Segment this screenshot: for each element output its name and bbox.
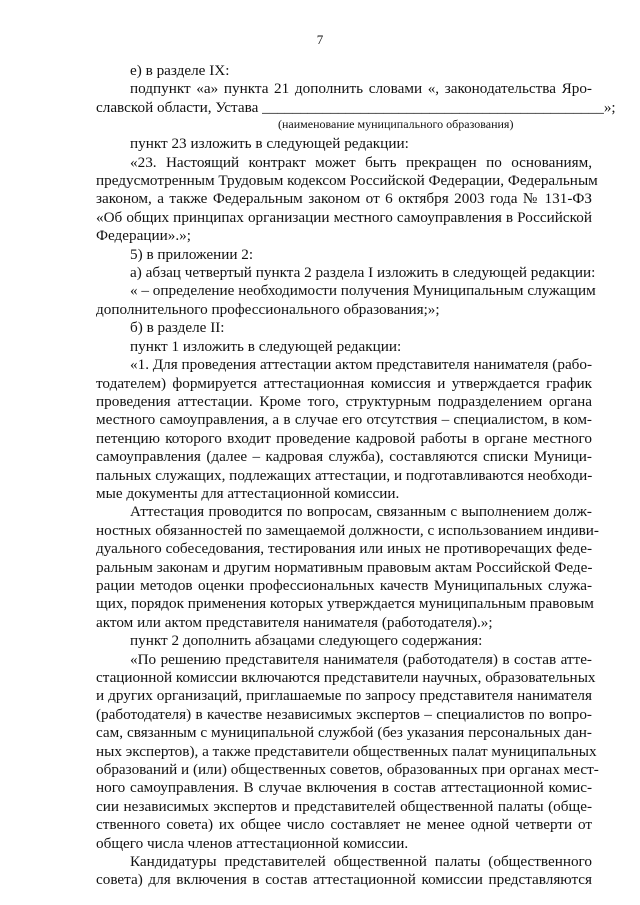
text-line: мые документы для аттестационной комиссии.	[96, 484, 400, 502]
p-item-23-intro	[96, 135, 592, 153]
text-line: ного самоуправления. В случае включения в состав аттестационной комис-	[96, 779, 592, 797]
text-line: петенцию которого входит проведение кадровой работы в органе местного	[96, 429, 592, 447]
text-line: рации методов оценки профессиональных качеств Муниципальных служа-	[96, 576, 592, 594]
text-line: Кандидатуры представителей общественной палаты (общественного	[130, 853, 592, 871]
text-line: и других организаций, приглашаемые по запросу представителя нанимателя	[96, 687, 592, 705]
text-line: ственного совета) их общее число составляет не менее одной четверти от	[96, 816, 592, 834]
text-line: пункт 2 дополнить абзацами следующего содержания:	[130, 632, 483, 650]
p-item-23-text	[96, 153, 598, 246]
text-line: «23. Настоящий контракт может быть прекращен по основаниям,	[130, 153, 592, 171]
p-item-1-intro	[96, 338, 592, 356]
text-line: «1. Для проведения аттестации актом представителя нанимателя (рабо-	[130, 356, 593, 374]
document-body	[96, 62, 616, 890]
text-line: сам, связанным с муниципальной службой (без указания персональных дан-	[96, 724, 592, 742]
text-line: дополнительного профессионального образования;»;	[96, 300, 440, 318]
text-line: ных экспертов), а также представители общественных палат муниципальных	[96, 742, 597, 760]
text-line: пункт 23 изложить в следующей редакции:	[130, 135, 409, 153]
p-attestation	[96, 503, 599, 632]
text-line: «По решению представителя нанимателя (работодателя) в состав атте-	[130, 650, 592, 668]
p-appendix-2	[96, 246, 592, 264]
p-note	[96, 117, 592, 131]
text-line: б) в разделе II:	[130, 319, 225, 337]
p-item-1-text	[96, 356, 592, 503]
text-line: «Об общих принципах организации местного самоуправления в Российской	[96, 208, 592, 226]
text-line: Аттестация проводится по вопросам, связанным с выполнением долж-	[130, 503, 592, 521]
text-line: совета) для включения в состав аттестационной комиссии представляются	[96, 871, 592, 889]
text-line: общего числа членов аттестационной комиссии.	[96, 834, 409, 852]
p-a-fourth	[96, 264, 596, 282]
text-line: предусмотренным Трудовым кодексом Российской Федерации, Федеральным	[96, 172, 598, 190]
p-item-2-intro	[96, 632, 592, 650]
text-line: пункт 1 изложить в следующей редакции:	[130, 337, 402, 355]
p-e-section-ix	[96, 62, 592, 80]
text-line: е) в разделе IX:	[130, 62, 230, 79]
text-line: ральным законам и другим нормативным правовым актам Российской Феде-	[96, 558, 593, 576]
p-b-section-ii	[96, 319, 592, 337]
text-line: самоуправления (далее – кадровая служба), составляются списки Муници-	[96, 448, 592, 466]
text-line: проведения аттестации. Кроме того, структурным подразделением органа	[96, 392, 592, 410]
text-line: тодателем) формируется аттестационная комиссия и утверждается график	[96, 374, 592, 392]
text-line: (наименование муниципального образования)	[278, 117, 514, 132]
text-line: щих, порядок применения которых утверждается муниципальным правовым	[96, 595, 594, 613]
text-line: сии независимых экспертов и представителей общественной палаты (обще-	[96, 797, 592, 815]
text-line: подпункт «а» пункта 21 дополнить словами «, законодательства Яро-	[130, 80, 592, 98]
text-line: актом или актом представителя нанимателя (работодателя).»;	[96, 613, 493, 631]
text-line: (работодателя) в качестве независимых экспертов – специалистов по вопро-	[96, 705, 592, 723]
text-line: законом, а также Федеральным законом от 6 октября 2003 года № 131-ФЗ	[96, 190, 592, 208]
text-line: дуального собеседования, тестирования или иных не противоречащих феде-	[96, 540, 592, 558]
text-line: « – определение необходимости получения Муниципальным служащим	[130, 282, 596, 300]
text-line: славской области, Устава _____________________________________________»;	[96, 98, 616, 116]
text-line: местного самоуправления, а в случае его отсутствия – специалистом, в ком-	[96, 411, 592, 429]
text-line: ностных обязанностей по замещаемой должности, с использованием индиви-	[96, 521, 599, 539]
page-number: 7	[316, 32, 324, 47]
text-line: пальных служащих, подлежащих аттестации, и подготавливаются необходи-	[96, 466, 593, 484]
text-line: а) абзац четвертый пункта 2 раздела I изложить в следующей редакции:	[130, 264, 596, 282]
text-line: стационной комиссии включаются представители научных, образовательных	[96, 669, 596, 686]
text-line: Федерации».»;	[96, 227, 191, 245]
text-line: 5) в приложении 2:	[130, 245, 254, 263]
text-line: образований и (или) общественных советов, образованных при органах мест-	[96, 761, 599, 779]
p-sub-a-21	[96, 80, 616, 117]
p-item-2-text	[96, 650, 599, 853]
p-a-fourth-text	[96, 282, 596, 319]
p-candidates	[96, 853, 592, 890]
